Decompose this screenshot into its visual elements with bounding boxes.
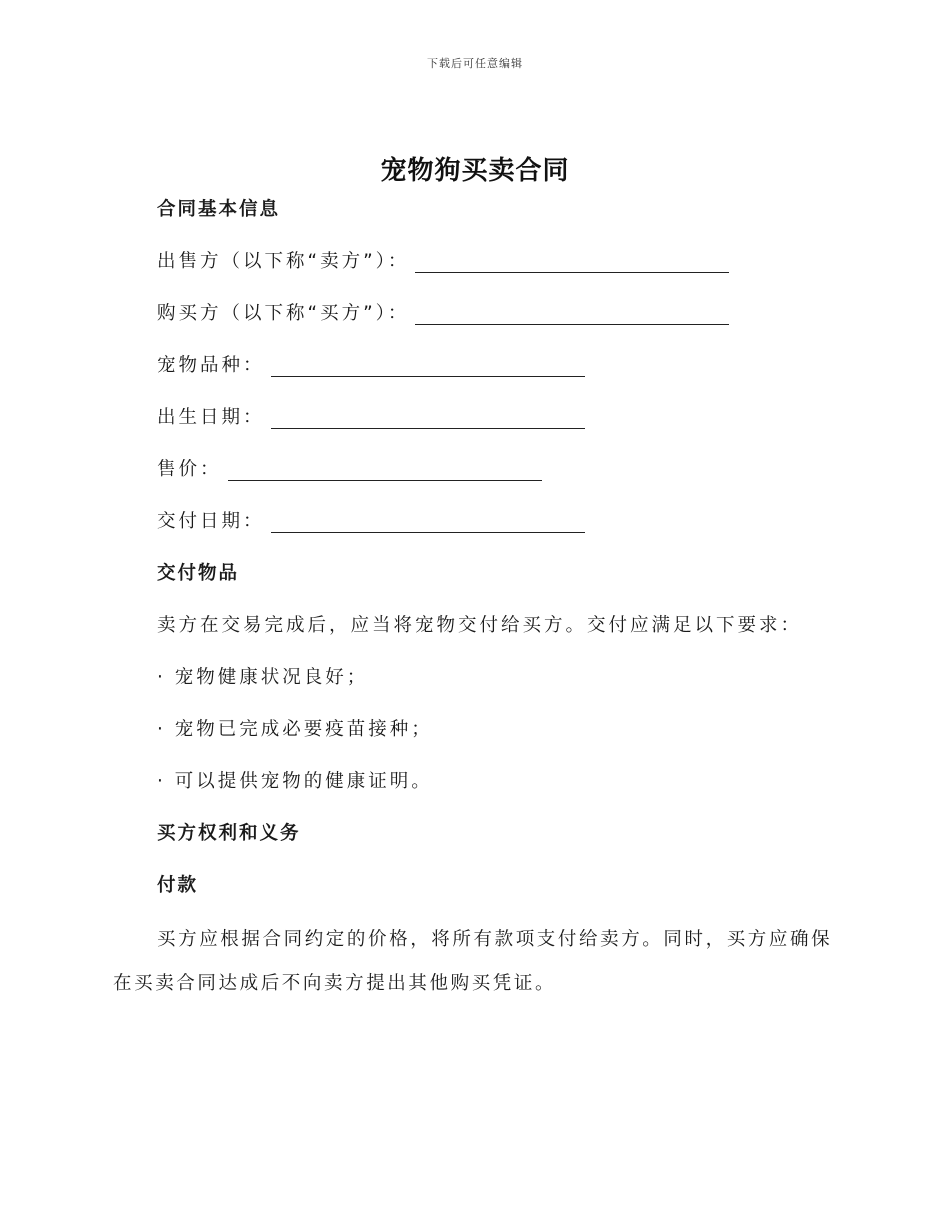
buyer-field — [157, 294, 837, 346]
section-heading-basic-info: 合同基本信息 — [157, 199, 281, 220]
buyer-label: 购买方（以下称“买方”）： — [157, 303, 410, 324]
seller-label: 出售方（以下称“卖方”）： — [157, 251, 410, 272]
delivery-item: · 可以提供宠物的健康证明。 — [157, 771, 433, 792]
birth-date-label: 出生日期： — [157, 407, 265, 428]
seller-blank-line — [415, 248, 729, 273]
document-body — [113, 190, 837, 1006]
delivery-intro: 卖方在交易完成后，应当将宠物交付给买方。交付应满足以下要求： — [157, 615, 803, 636]
price-field — [157, 450, 837, 502]
delivery-date-field — [157, 502, 837, 554]
breed-label: 宠物品种： — [157, 355, 265, 376]
delivery-date-label: 交付日期： — [157, 511, 265, 532]
price-label: 售价： — [157, 459, 222, 480]
breed-field — [157, 346, 837, 398]
birth-date-blank-line — [271, 404, 585, 429]
breed-blank-line — [271, 352, 585, 377]
buyer-blank-line — [415, 300, 729, 325]
page-header-note: 下载后可任意编辑 — [427, 57, 523, 70]
seller-field — [157, 242, 837, 294]
section-heading-delivery: 交付物品 — [157, 563, 240, 584]
document-title: 宠物狗买卖合同 — [380, 156, 570, 186]
sub-heading-payment: 付款 — [157, 875, 199, 896]
delivery-item: · 宠物已完成必要疫苗接种； — [157, 719, 433, 740]
delivery-date-blank-line — [271, 508, 585, 533]
birth-date-field — [157, 398, 837, 450]
delivery-item: · 宠物健康状况良好； — [157, 667, 369, 688]
price-blank-line — [228, 456, 542, 481]
payment-paragraph: 买方应根据合同约定的价格，将所有款项支付给卖方。同时，买方应确保在买卖合同达成后不向卖方提出其他购买凭证。 — [113, 929, 833, 994]
section-heading-buyer-rights: 买方权利和义务 — [157, 823, 301, 844]
